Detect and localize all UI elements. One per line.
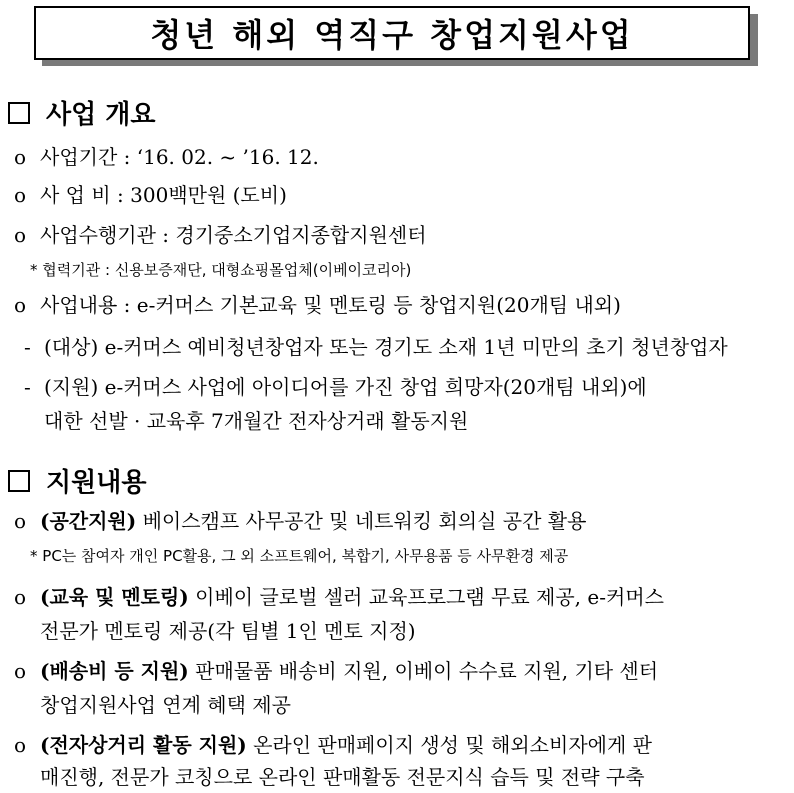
bullet: o	[14, 733, 27, 757]
bullet: o	[14, 183, 27, 207]
budget-value: : 300백만원 (도비)	[117, 183, 287, 207]
target-text: (대상) e-커머스 예비청년창업자 또는 경기도 소재 1년 미만의 초기 청년창업자	[44, 335, 728, 359]
bullet: o	[14, 509, 27, 533]
period-label: 사업기간	[40, 145, 118, 169]
content-text	[40, 290, 621, 320]
item-commerce-title: (전자상거리 활동 지원)	[40, 733, 247, 757]
agency-text	[40, 220, 427, 250]
pc-note: * PC는 참여자 개인 PC활용, 그 외 소프트웨어, 복합기, 사무용품 등 사무환경 제공	[30, 547, 569, 565]
period-text	[40, 142, 319, 172]
budget-text	[40, 180, 287, 210]
item-shipping-desc-2: 창업지원사업 연계 혜택 제공	[40, 693, 291, 717]
item-edu-desc: 이베이 글로벌 셀러 교육프로그램 무료 제공, e-커머스	[188, 585, 664, 609]
item-edu-title: (교육 및 멘토링)	[40, 585, 189, 609]
item-space-title: (공간지원)	[40, 509, 137, 533]
content-label: 사업내용	[40, 293, 118, 317]
agency-label: 사업수행기관	[40, 223, 156, 247]
bullet: o	[14, 659, 27, 683]
page-title: 청년 해외 역직구 창업지원사업	[34, 6, 750, 60]
section-title: 사업 개요	[46, 100, 156, 130]
budget-label: 사 업 비	[40, 183, 111, 207]
dash-bullet: -	[24, 375, 31, 399]
bullet: o	[14, 293, 27, 317]
content-value: : e-커머스 기본교육 및 멘토링 등 창업지원(20개팀 내외)	[123, 293, 621, 317]
partner-note: * 협력기관 : 신용보증재단, 대형쇼핑몰업체(이베이코리아)	[30, 261, 412, 279]
item-commerce-desc: 온라인 판매페이지 생성 및 해외소비자에게 판	[246, 733, 652, 757]
section-overview-heading	[8, 94, 156, 131]
support-text-1: (지원) e-커머스 사업에 아이디어를 가진 창업 희망자(20개팀 내외)에	[44, 375, 647, 399]
item-edu-text	[40, 582, 664, 612]
agency-value: : 경기중소기업지종합지원센터	[162, 223, 427, 247]
item-commerce-text	[40, 730, 652, 760]
section-title: 지원내용	[46, 468, 147, 498]
item-space-desc: 베이스캠프 사무공간 및 네트워킹 회의실 공간 활용	[136, 509, 587, 533]
period-value: : ‘16. 02. ~ ’16. 12.	[123, 145, 319, 169]
item-shipping-title: (배송비 등 지원)	[40, 659, 189, 683]
support-text-2: 대한 선발 · 교육후 7개월간 전자상거래 활동지원	[44, 409, 469, 433]
section-support-heading	[8, 462, 146, 499]
item-edu-desc-2: 전문가 멘토링 제공(각 팀별 1인 멘토 지정)	[40, 619, 416, 643]
checkbox-square-icon	[8, 470, 30, 492]
item-shipping-text	[40, 656, 658, 686]
item-space-text	[40, 506, 586, 536]
item-shipping-desc: 판매물품 배송비 지원, 이베이 수수료 지원, 기타 센터	[188, 659, 659, 683]
bullet: o	[14, 223, 27, 247]
bullet: o	[14, 585, 27, 609]
item-commerce-desc-2: 매진행, 전문가 코칭으로 온라인 판매활동 전문지식 습득 및 전략 구축	[40, 765, 645, 789]
checkbox-square-icon	[8, 102, 30, 124]
dash-bullet: -	[24, 335, 31, 359]
bullet: o	[14, 145, 27, 169]
title-banner	[34, 6, 758, 66]
